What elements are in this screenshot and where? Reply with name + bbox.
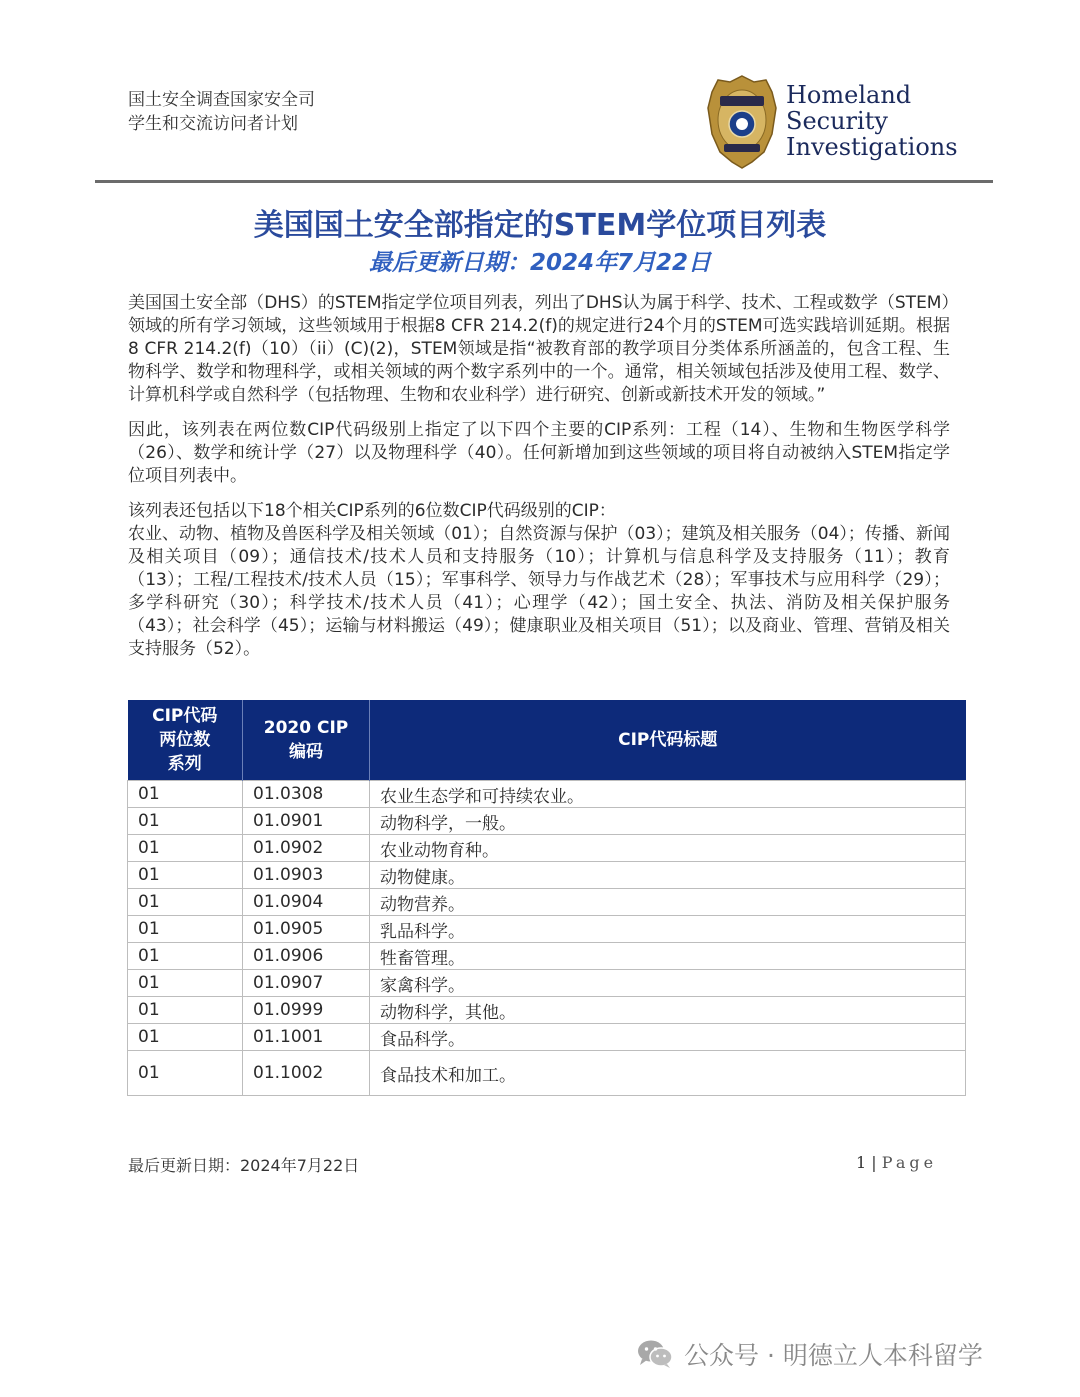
cell-title: 动物科学，其他。 (370, 997, 966, 1024)
cell-code: 01.0907 (243, 970, 370, 997)
cell-title: 家禽科学。 (370, 970, 966, 997)
badge-icon (706, 74, 778, 170)
table-row (128, 835, 966, 862)
cell-title: 动物营养。 (370, 889, 966, 916)
cell-series: 01 (128, 997, 243, 1024)
table-row (128, 1024, 966, 1051)
table-header-row (128, 700, 966, 781)
header-cip-code-line-1: 2020 CIP (263, 718, 349, 738)
paragraph-2: 因此，该列表在两位数CIP代码级别上指定了以下四个主要的CIP系列：工程（14）、生物和生物医学科学（26）、数学和统计学（27）以及物理科学（40）。任何新增加到这些领域的项目将自动被纳入STEM指定学位项目列表中。 (128, 420, 950, 486)
logo-text-line-2: Security (786, 107, 888, 135)
cell-series: 01 (128, 781, 243, 808)
header-cip-series-line-3: 系列 (167, 754, 202, 774)
header-cip-code-line-2: 编码 (289, 742, 323, 762)
cell-series: 01 (128, 970, 243, 997)
logo-text (786, 82, 958, 160)
cell-code: 01.0904 (243, 889, 370, 916)
agency-line-1: 国土安全调查国家安全司 (128, 90, 315, 110)
cell-code: 01.0901 (243, 808, 370, 835)
cell-code: 01.0902 (243, 835, 370, 862)
watermark (636, 1336, 983, 1372)
footer-updated: 最后更新日期：2024年7月22日 (128, 1156, 360, 1175)
cell-title: 动物科学，一般。 (370, 808, 966, 835)
page-separator: | (871, 1153, 877, 1172)
hsi-logo (700, 74, 970, 174)
cell-series: 01 (128, 889, 243, 916)
agency-line-2: 学生和交流访问者计划 (128, 114, 298, 134)
header-cip-series-line-1: CIP代码 (152, 706, 218, 726)
table-row (128, 808, 966, 835)
cell-code: 01.0999 (243, 997, 370, 1024)
page-word: Page (881, 1153, 938, 1172)
agency-block (128, 88, 315, 136)
cell-code: 01.1002 (243, 1051, 370, 1096)
cell-series: 01 (128, 835, 243, 862)
cell-series: 01 (128, 1051, 243, 1096)
header-divider (95, 180, 993, 183)
cell-title: 牲畜管理。 (370, 943, 966, 970)
cell-series: 01 (128, 862, 243, 889)
page-subtitle: 最后更新日期：2024年7月22日 (368, 250, 712, 276)
table-row (128, 1051, 966, 1096)
cell-title: 农业生态学和可持续农业。 (370, 781, 966, 808)
intro-text (128, 292, 950, 673)
cell-code: 01.0906 (243, 943, 370, 970)
table-row (128, 916, 966, 943)
cell-title: 乳品科学。 (370, 916, 966, 943)
cell-code: 01.1001 (243, 1024, 370, 1051)
table-row (128, 943, 966, 970)
footer-page (856, 1153, 937, 1172)
cell-title: 食品科学。 (370, 1024, 966, 1051)
cell-series: 01 (128, 808, 243, 835)
cell-title: 食品技术和加工。 (370, 1051, 966, 1096)
wechat-icon (636, 1339, 674, 1369)
cip-table (127, 700, 966, 1096)
logo-text-line-3: Investigations (786, 133, 958, 161)
page-title: 美国国土安全部指定的STEM学位项目列表 (253, 208, 827, 243)
header-cip-title: CIP代码标题 (370, 700, 966, 781)
cell-title: 动物健康。 (370, 862, 966, 889)
paragraph-3-list: 农业、动物、植物及兽医科学及相关领域（01）；自然资源与保护（03）；建筑及相关服务（04）；传播、新闻及相关项目（09）；通信技术/技术人员和支持服务（10）；计算机与信息科学及支持服务（11）；教育（13）；工程/工程技术/技术人员（15）；军事科学、领导力与作战艺术（28）；军事技术与应用科学（29）；多学科研究（30）；科学技术/技术人员（41）；心理学（42）；国土安全、执法、消防及相关保护服务（43）；社会科学（45）；运输与材料搬运（49）；健康职业及相关项目（51）；以及商业、管理、营销及相关支持服务（52）。 (128, 524, 950, 659)
table-row (128, 889, 966, 916)
paragraph-1: 美国国土安全部（DHS）的STEM指定学位项目列表，列出了DHS认为属于科学、技术、工程或数学（STEM）领域的所有学习领域，这些领域用于根据8 CFR 214.2(f)的规定进行24个月的STEM可选实践培训延期。根据8 CFR 214.2(f)（10）（ii）(C)(2)，STEM领域是指“被教育部的教学项目分类体系所涵盖的，包含工程、生物科学、数学和物理科学，或相关领域的两个数字系列中的一个。通常，相关领域包括涉及使用工程、数学、计算机科学或自然科学（包括物理、生物和农业科学）进行研究、创新或新技术开发的领域。” (128, 293, 950, 405)
cell-series: 01 (128, 943, 243, 970)
header-cip-series-line-2: 两位数 (159, 730, 211, 750)
header-cip-code (243, 700, 370, 781)
table-row (128, 781, 966, 808)
logo-text-line-1: Homeland (786, 81, 912, 109)
table-row (128, 997, 966, 1024)
cell-series: 01 (128, 1024, 243, 1051)
cell-title: 农业动物育种。 (370, 835, 966, 862)
cell-code: 01.0308 (243, 781, 370, 808)
cell-series: 01 (128, 916, 243, 943)
table-row (128, 862, 966, 889)
cell-code: 01.0905 (243, 916, 370, 943)
paragraph-3-intro: 该列表还包括以下18个相关CIP系列的6位数CIP代码级别的CIP： (128, 501, 616, 521)
table-row (128, 970, 966, 997)
header-cip-series (128, 700, 243, 781)
cell-code: 01.0903 (243, 862, 370, 889)
watermark-text: 公众号 · 明德立人本科留学 (684, 1341, 983, 1370)
page-number: 1 (856, 1153, 867, 1172)
